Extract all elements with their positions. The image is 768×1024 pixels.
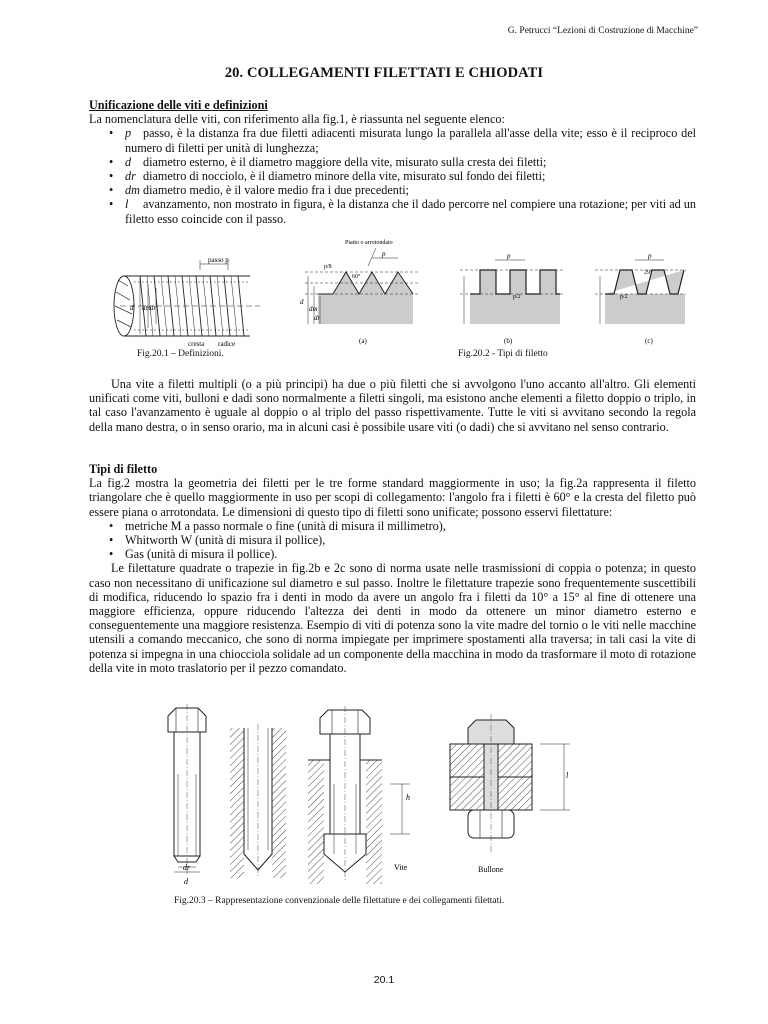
thread-types-list [89,519,696,562]
label-l: l [566,771,569,780]
list-item: • p passo, è la distanza fra due filetti adiacenti misurata lungo la parallela all'asse della vite; esso è il reciproco del numero di filetti per unità di lunghezza; [109,126,696,155]
section-intro: La fig.2 mostra la geometria dei filetti per le tre forme standard maggiormente in uso; la fig.2a rappresenta il filetto triangolare che è quello maggiormente in uso per scopi di collegamento: l'angolo fra i filetti è 60° e la cresta del filetto può essere piana o arrotondata. Le dimensioni di questo tipo di filetti sono unificate; possono esservi filettature: [89,476,696,519]
label-p2-c: p/2 [620,294,628,300]
list-item: • dr diametro di nocciolo, è il diametro minore della vite, misurato sul fondo dei filetti; [109,169,546,184]
paragraph-filetti-multipli: Una vite a filetti multipli (o a più principi) ha due o più filetti che si avvolgono l'uno accanto all'altro. Gli elementi unificati come viti, bulloni e dadi sono normalmente a filetti singoli, ma esistono anche elementi a filetto doppio o triplo, in tal caso l'avanzamento è uguale al doppio o al triplo del passo rispettivamente. Tutte le viti si avvitano secondo la regola della mano destra, o in senso orario, ma in alcuni casi è possibile usare viti (o dadi) che si avvitano nel senso contrario. [89,377,696,434]
label-dr: dr [150,304,157,312]
label-dm-a: dm [309,305,318,313]
screw-thread-drawing [114,260,260,336]
list-item: • Gas (unità di misura il pollice). [109,547,278,562]
fig2-caption: Fig.20.2 - Tipi di filetto [458,349,548,359]
section-unificazione [89,98,696,226]
list-item-text: Whitworth W (unità di misura il pollice), [125,533,326,548]
list-item-text: metriche M a passo normale o fine (unità di misura il millimetro), [125,518,446,533]
label-dr-3: dr [183,863,191,872]
label-vite: Vite [394,863,408,872]
list-item: • l avanzamento, non mostrato in figura, è la distanza che il dado percorre nel compiere una rotazione; per viti ad un filetto esso coincide con il passo. [109,197,696,226]
definition-text: passo, è la distanza fra due filetti adiacenti misurata lungo la parallela all'asse della vite; esso è il reciproco del numero di filetti per unità di lunghezza; [125,126,696,155]
label-h: h [406,793,410,802]
thread-profile-square [460,260,565,324]
bolt-joint-drawing [450,714,570,854]
label-60: 60° [352,274,361,280]
page-number: 20.1 [373,974,395,986]
definition-list [89,126,696,225]
symbol-dm: dm [125,183,140,198]
label-29: 29° [644,270,653,276]
label-p-b: p [507,252,511,260]
label-p-a: p [382,250,386,258]
definition-text: diametro esterno, è il diametro maggiore della vite, misurato sulla cresta dei filetti; [143,154,547,169]
label-passo: passo p [208,256,229,264]
symbol-d: d [125,154,132,169]
list-item-text: Gas (unità di misura il pollice). [125,547,278,562]
threaded-joint-figure [150,704,590,896]
label-d-3: d [184,877,188,886]
label-dr-a: dr [314,314,321,322]
label-p8: p/8 [324,264,332,270]
symbol-p: p [125,126,132,141]
screw-joint-drawing [308,706,410,884]
list-item: • metriche M a passo normale o fine (unità di misura il millimetro), [109,518,446,533]
list-item: • Whitworth W (unità di misura il pollice), [109,533,326,548]
definition-text: diametro di nocciolo, è il diametro minore della vite, misurato sul fondo dei filetti; [143,169,546,184]
thread-definition-figures [100,236,690,350]
tapped-hole-drawing [230,724,286,878]
label-p2-b: p/2 [513,294,521,300]
section-tipi-filetto [89,462,696,675]
paragraph-filettature-quadrate: Le filettature quadrate o trapezie in fig.2b e 2c sono di norma usate nelle trasmissioni di coppia o potenza; in questo caso non necessitano di unificazione sul diametro e sul passo. Inoltre le filettature trapezie sono frequentemente suscettibili di modifica, riducendo lo spazio fra i denti in modo da avere un angolo fra i filetti da 10° a 15° al fine di ottenere una maggiore efficienza, oppure riducendo l'altezza dei denti in modo da ottenere un minor diametro esterno e conseguentemente una maggiore resistenza. Esempio di viti di potenza sono la vite madre del tornio o le viti nelle macchine utensili a comando meccanico, che sono di norma impiegate per imprimere spostamenti alla traversa; in tali casi la vite di potenza si impegna in una chiocciola solidale ad un componente della macchina in modo da trasformare il moto di rotazione della vite in moto traslatorio per il pezzo comandato. [89,561,696,675]
thread-profile-trapezoidal [595,260,686,324]
label-dm: dm [142,304,151,312]
chapter-title: 20. COLLEGAMENTI FILETTATI E CHIODATI [224,65,544,81]
screw-drawing [168,704,206,874]
running-header: G. Petrucci “Lezioni di Costruzione di Macchine” [507,26,698,36]
label-cresta: cresta [188,340,205,348]
list-item: • d diametro esterno, è il diametro maggiore della vite, misurato sulla cresta dei filetti; [109,154,547,169]
definition-text: avanzamento, non mostrato in figura, è la distanza che il dado percorre nel compiere una rotazione; per viti ad un filetto esso coincide con il passo. [125,197,696,226]
section-heading: Tipi di filetto [89,462,158,476]
list-item: • dm diametro medio, è il valore medio fra i due precedenti; [109,183,409,198]
section-heading: Unificazione delle viti e definizioni [89,98,268,112]
fig1-caption: Fig.20.1 – Definizioni. [137,349,224,359]
label-radice: radice [218,340,236,348]
label-d-a: d [300,298,304,306]
symbol-dr: dr [125,169,136,184]
thread-profile-triangular [305,248,420,324]
label-p-c: p [648,252,652,260]
symbol-l: l [125,197,129,212]
label-b: (b) [504,337,513,345]
section-intro: La nomenclatura delle viti, con riferimento alla fig.1, è riassunta nel seguente elenco: [89,112,505,127]
fig3-caption: Fig.20.3 – Rappresentazione convenzionale delle filettature e dei collegamenti filettati. [174,896,505,906]
label-a: (a) [359,337,367,345]
label-c: (c) [645,337,653,345]
label-piatto: Piatto o arrotondato [345,240,393,246]
definition-text: diametro medio, è il valore medio fra i due precedenti; [143,183,409,198]
label-bullone: Bullone [478,865,504,874]
label-d: d [130,304,134,312]
